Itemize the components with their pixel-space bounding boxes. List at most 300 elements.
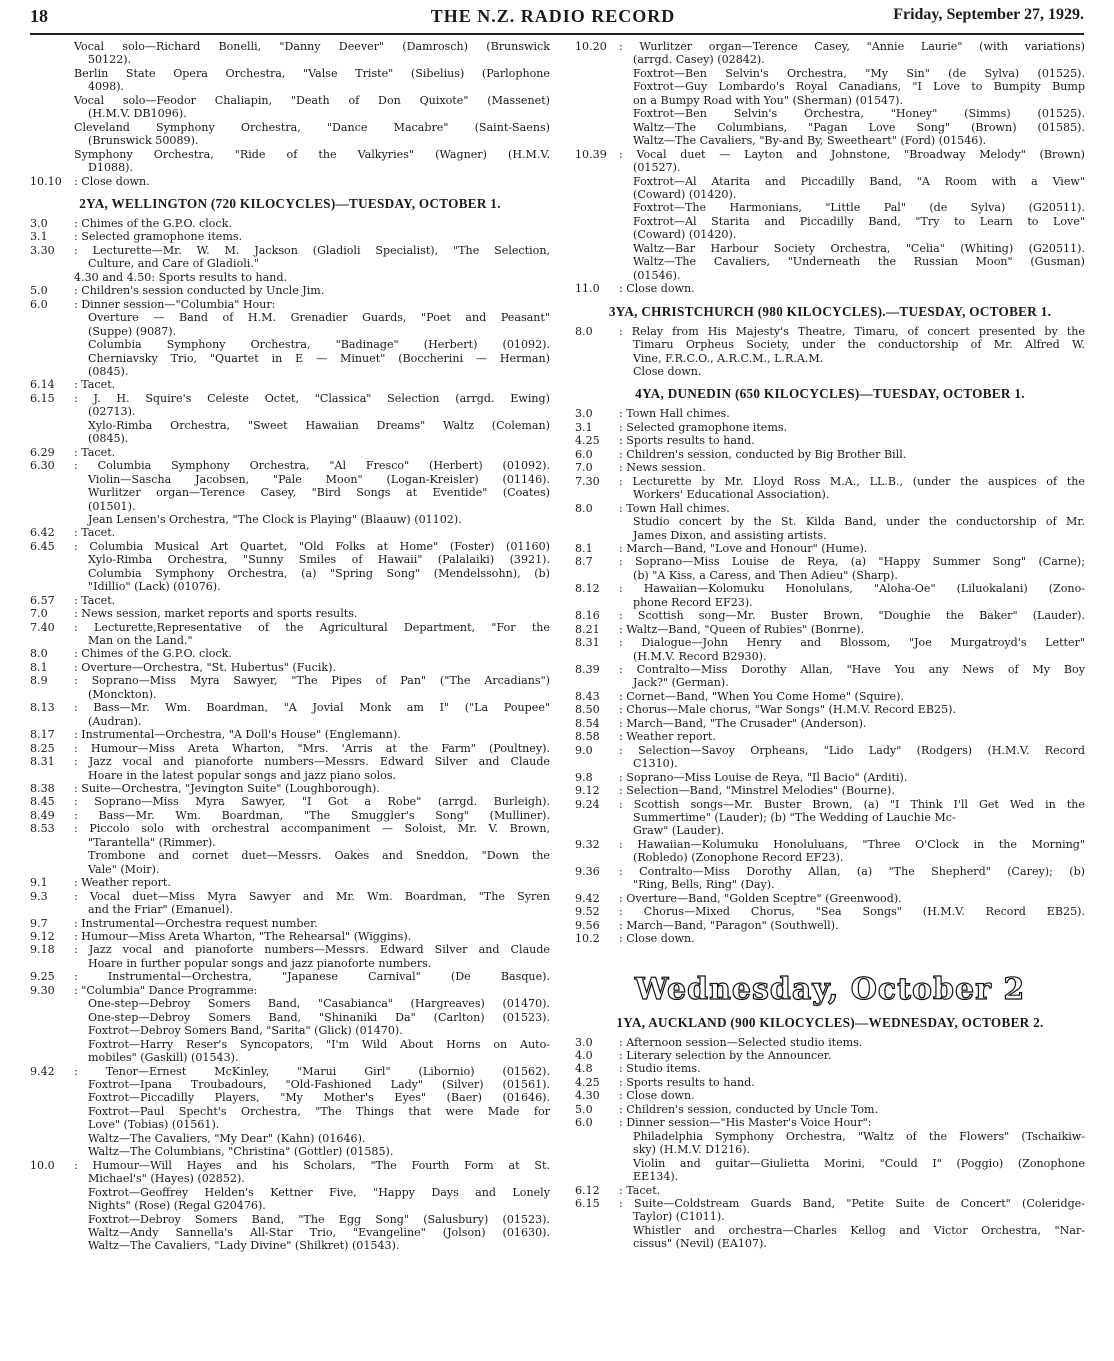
entry-time: 6.42 xyxy=(30,526,55,540)
entry-line: Waltz—The Columbians, "Christina" (Gottler) (01585). xyxy=(88,1145,394,1159)
entry-time: 6.30 xyxy=(30,459,55,473)
entry-line: : Studio items. xyxy=(619,1062,701,1076)
program-entry xyxy=(575,892,1085,905)
entry-time: 8.17 xyxy=(30,728,55,742)
entry-time: 9.12 xyxy=(30,930,55,943)
program-entry xyxy=(30,701,550,728)
entry-line: Foxtrot—Geoffrey Helden's Kettner Five, "Happy Days and Lonely xyxy=(88,1185,550,1199)
program-entry xyxy=(575,40,1085,148)
entry-line: : Scottish song—Mr. Buster Brown, "Doughie the Baker" (Lauder). xyxy=(619,609,1085,623)
program-entry xyxy=(30,230,550,243)
program-entry xyxy=(30,284,550,297)
entry-line: Cherniavsky Trio, "Quartet in E — Minuet" (Boccherini — Herman) xyxy=(88,351,550,365)
entry-line: : Tacet. xyxy=(619,1183,661,1197)
day-banner: Wednesday, October 2 xyxy=(634,971,1026,1007)
entry-line: : Weather report. xyxy=(619,730,716,744)
entry-time: 9.0 xyxy=(575,743,593,757)
entry-time: 8.9 xyxy=(30,674,48,688)
entry-line: Man on the Land." xyxy=(88,634,193,648)
entry-line: : Chorus—Mixed Chorus, "Sea Songs" (H.M.V. Record EB25). xyxy=(619,905,1085,919)
entry-line: (H.M.V. Record B2930). xyxy=(633,649,767,663)
entry-line: One-step—Debroy Somers Band, "Casabianca" (Hargreaves) (01470). xyxy=(88,997,550,1011)
entry-line: : March—Band, "The Crusader" (Anderson). xyxy=(619,716,867,730)
entry-time: 6.0 xyxy=(30,297,48,311)
program-entry xyxy=(575,905,1085,918)
program-entry xyxy=(575,407,1085,420)
entry-line: Columbia Symphony Orchestra, "Badinage" (Herbert) (01092). xyxy=(88,338,550,352)
program-entry xyxy=(575,1103,1085,1116)
entry-time: 8.50 xyxy=(575,703,600,717)
entry-time: 4.0 xyxy=(575,1049,593,1062)
entry-line: : Soprano—Miss Louise de Reya, "Il Bacio" (Arditi). xyxy=(619,770,908,784)
entry-time: 6.29 xyxy=(30,445,55,459)
program-entry xyxy=(575,865,1085,892)
entry-line: : Hawaiian—Kolomuku Honolulans, "Aloha-Oe" (Liluokalani) (Zono- xyxy=(619,582,1085,596)
entry-line: (01501). xyxy=(88,499,136,513)
entry-line: : Overture—Band, "Golden Sceptre" (Greenwood). xyxy=(619,891,902,905)
entry-line: on a Bumpy Road with You" (Sherman) (01547). xyxy=(633,93,904,107)
entry-time: 10.2 xyxy=(575,932,600,946)
entry-line: Waltz—The Cavaliers, "By-and By, Sweetheart" (Ford) (01546). xyxy=(633,134,987,148)
entry-time: 8.1 xyxy=(575,541,593,555)
program-entry xyxy=(575,784,1085,797)
entry-line: : Piccolo solo with orchestral accompaniment — Soloist, Mr. V. Brown, xyxy=(74,822,550,836)
station-heading: 4YA, DUNEDIN (650 KILOCYCLES)—TUESDAY, OCTOBER 1. xyxy=(635,386,1025,402)
entry-line: : Dialogue—John Henry and Blossom, "Joe Murgatroyd's Letter" xyxy=(619,636,1085,650)
entry-time: 8.0 xyxy=(575,501,593,515)
entry-line: phone Record EF23). xyxy=(633,595,753,609)
program-entry xyxy=(30,446,550,459)
program-entry xyxy=(575,1184,1085,1197)
program-entry xyxy=(30,459,550,526)
entry-line: Wurlitzer organ—Terence Casey, "Bird Songs at Eventide" (Coates) xyxy=(88,486,550,500)
entry-line: : Humour—Miss Areta Wharton, "Mrs. 'Arris at the Farm" (Poultney). xyxy=(74,741,550,755)
entry-line: : Close down. xyxy=(619,282,695,296)
entry-line: Philadelphia Symphony Orchestra, "Waltz of the Flowers" (Tschaikiw- xyxy=(633,1129,1085,1143)
entry-time: 8.54 xyxy=(575,716,600,730)
entry-line: : Tenor—Ernest McKinley, "Marui Girl" (Libornio) (01562). xyxy=(74,1064,550,1078)
program-entry xyxy=(575,623,1085,636)
program-entry xyxy=(30,392,550,446)
entry-line: Foxtrot—Al Atarita and Piccadilly Band, "A Room with a View" xyxy=(633,174,1085,188)
entry-line: : Sports results to hand. xyxy=(619,1075,755,1089)
entry-time: 8.13 xyxy=(30,701,55,715)
program-entry xyxy=(575,475,1085,502)
entry-time: 8.45 xyxy=(30,795,55,809)
entry-line: : Jazz vocal and pianoforte numbers—Messrs. Edward Silver and Claude xyxy=(74,755,550,769)
program-section xyxy=(575,386,1085,945)
entry-time: 7.0 xyxy=(575,461,593,475)
publication-title: THE N.Z. RADIO RECORD xyxy=(430,6,676,26)
program-entry xyxy=(30,244,550,271)
entry-line: : Tacet. xyxy=(74,445,116,459)
program-entry xyxy=(575,932,1085,945)
entry-line: : Children's session, conducted by Uncle Tom. xyxy=(619,1102,879,1116)
entry-line: Timaru Orpheus Society, under the conductorship of Mr. Alfred W. xyxy=(633,338,1085,352)
entry-line: : Scottish songs—Mr. Buster Brown, (a) "I Think I'll Get Wed in the xyxy=(619,797,1085,811)
entry-line: D1088). xyxy=(88,161,133,175)
entry-line: : Bass—Mr. Wm. Boardman, "The Smuggler's Song" (Mulliner). xyxy=(74,808,550,822)
entry-line: Violin—Sascha Jacobsen, "Pale Moon" (Logan-Kreisler) (01146). xyxy=(88,472,550,486)
entry-line: sky) (H.M.V. D1216). xyxy=(633,1143,751,1157)
program-entry xyxy=(575,838,1085,865)
program-entry xyxy=(30,795,550,808)
entry-line: One-step—Debroy Somers Band, "Shinaniki Da" (Carlton) (01523). xyxy=(88,1010,550,1024)
program-entry xyxy=(575,542,1085,555)
entry-line: Columbia Symphony Orchestra, (a) "Spring Song" (Mendelssohn), (b) xyxy=(88,566,550,580)
entry-line: (01527). xyxy=(633,161,681,175)
entry-line: : Soprano—Miss Myra Sawyer, "The Pipes of Pan" ("The Arcadians") xyxy=(74,674,550,688)
entry-line: : Vocal duet—Miss Myra Sawyer and Mr. Wm. Boardman, "The Syren xyxy=(74,889,550,903)
entry-line: Foxtrot—Piccadilly Players, "My Mother's Eyes" (Baer) (01646). xyxy=(88,1091,550,1105)
entry-line: Foxtrot—Ben Selvin's Orchestra, "Honey" (Simms) (01525). xyxy=(633,107,1085,121)
entry-line: Xylo-Rimba Orchestra, "Sunny Smiles of Hawaii" (Palalaiki) (3921). xyxy=(88,553,550,567)
page-number: 18 xyxy=(30,6,48,26)
entry-line: Vine, F.R.C.O., A.R.C.M., L.R.A.M. xyxy=(633,351,824,365)
program-section xyxy=(575,972,1085,1251)
entry-time: 8.39 xyxy=(575,663,600,677)
program-entry xyxy=(575,461,1085,474)
entry-time: 3.30 xyxy=(30,243,55,257)
program-entry xyxy=(30,890,550,917)
entry-time: 4.8 xyxy=(575,1062,593,1076)
entry-line: : Instrumental—Orchestra, "Japanese Carnival" (De Basque). xyxy=(74,970,550,984)
entry-line: : March—Band, "Love and Honour" (Hume). xyxy=(619,541,868,555)
entry-line: (01546). xyxy=(633,268,681,282)
program-section xyxy=(575,304,1085,379)
entry-line: : Bass—Mr. Wm. Boardman, "A Jovial Monk am I" ("La Poupee" xyxy=(74,701,550,715)
entry-line: Vocal solo—Richard Bonelli, "Danny Deever" (Damrosch) (Brunswick xyxy=(74,40,550,53)
entry-time: 9.42 xyxy=(575,891,600,905)
entry-line: Taylor) (C1011). xyxy=(633,1210,725,1224)
entry-line: Whistler and orchestra—Charles Kellog and Victor Orchestra, "Nar- xyxy=(633,1223,1085,1237)
entry-time: 5.0 xyxy=(30,284,48,298)
program-entry xyxy=(30,782,550,795)
program-entry xyxy=(575,609,1085,622)
entry-line: : Tacet. xyxy=(74,378,116,392)
entry-line: James Dixon, and assisting artists. xyxy=(633,528,827,542)
entry-line: Foxtrot—The Harmonians, "Little Pal" (de Sylva) (G20511). xyxy=(633,201,1085,215)
entry-line: : Children's session, conducted by Big Brother Bill. xyxy=(619,447,907,461)
entry-time: 6.15 xyxy=(30,391,55,405)
entry-line: (Monckton). xyxy=(88,687,157,701)
entry-line: (b) "A Kiss, a Caress, and Then Adieu" (Sharp). xyxy=(633,568,898,582)
station-heading: 2YA, WELLINGTON (720 KILOCYCLES)—TUESDAY, OCTOBER 1. xyxy=(79,195,501,211)
program-section xyxy=(575,40,1085,296)
program-entry xyxy=(575,282,1085,295)
entry-time: 8.21 xyxy=(575,622,600,636)
entry-line: Workers' Educational Association). xyxy=(633,488,830,502)
program-entry xyxy=(30,647,550,660)
entry-time: 8.53 xyxy=(30,822,55,836)
entry-time: 8.58 xyxy=(575,730,600,744)
entry-line: : Selection—Band, "Minstrel Melodies" (Bourne). xyxy=(619,784,895,798)
entry-line: : J. H. Squire's Celeste Octet, "Classica" Selection (arrgd. Ewing) xyxy=(74,391,550,405)
entry-time: 10.39 xyxy=(575,147,607,161)
program-entry xyxy=(30,728,550,741)
entry-line: Waltz—Andy Sannella's All-Star Trio, "Evangeline" (Jolson) (01630). xyxy=(88,1225,550,1239)
entry-line: Foxtrot—Debroy Somers Band, "Sarita" (Glick) (01470). xyxy=(88,1024,403,1038)
entry-line: : Instrumental—Orchestra, "A Doll's House" (Englemann). xyxy=(74,728,401,742)
program-entry xyxy=(575,555,1085,582)
program-entry xyxy=(30,148,550,175)
entry-time: 6.57 xyxy=(30,593,55,607)
entry-line: : Contralto—Miss Dorothy Allan, "Have You any News of My Boy xyxy=(619,663,1085,677)
entry-line: : Suite—Orchestra, "Jevington Suite" (Loughborough). xyxy=(74,782,380,796)
entry-time: 9.3 xyxy=(30,889,48,903)
entry-line: (0845). xyxy=(88,432,129,446)
right-column xyxy=(575,40,1085,1251)
program-entry xyxy=(30,607,550,620)
entry-line: (H.M.V. DB1096). xyxy=(88,107,187,121)
entry-line: : Dinner session—"His Master's Voice Hour": xyxy=(619,1116,872,1130)
entry-time: 8.0 xyxy=(575,324,593,338)
entry-line: : Tacet. xyxy=(74,526,116,540)
entry-line: "Tarantella" (Rimmer). xyxy=(88,835,216,849)
entry-line: Graw" (Lauder). xyxy=(633,824,725,838)
entry-time: 9.7 xyxy=(30,916,48,930)
program-entry xyxy=(575,1036,1085,1049)
entry-line: : Contralto—Miss Dorothy Allan, (a) "The Shepherd" (Carey); (b) xyxy=(619,864,1085,878)
entry-time: 3.1 xyxy=(575,420,593,434)
entry-time: 6.0 xyxy=(575,1116,593,1130)
program-entry xyxy=(575,717,1085,730)
entry-time: 10.20 xyxy=(575,40,607,53)
masthead xyxy=(22,6,1084,32)
entry-line: 4098). xyxy=(88,80,125,94)
entry-line: : Weather report. xyxy=(74,876,171,890)
program-entry xyxy=(30,217,550,230)
entry-time: 9.52 xyxy=(575,905,600,919)
program-entry xyxy=(30,1159,550,1253)
entry-time: 6.14 xyxy=(30,378,55,392)
entry-line: Michael's" (Hayes) (02852). xyxy=(88,1172,245,1186)
entry-line: : Relay from His Majesty's Theatre, Timaru, of concert presented by the xyxy=(619,324,1085,338)
program-entry xyxy=(30,175,550,188)
entry-line: Close down. xyxy=(633,364,702,378)
entry-time: 7.0 xyxy=(30,607,48,621)
entry-line: Xylo-Rimba Orchestra, "Sweet Hawaiian Dreams" Waltz (Coleman) xyxy=(88,418,550,432)
entry-time: 9.30 xyxy=(30,983,55,997)
program-entry xyxy=(30,271,550,284)
entry-time: 9.25 xyxy=(30,970,55,984)
entry-line: Waltz—Bar Harbour Society Orchestra, "Celia" (Whiting) (G20511). xyxy=(633,241,1085,255)
entry-line: Summertime" (Lauder); (b) "The Wedding of Lauchie Mc- xyxy=(633,811,956,825)
program-entry xyxy=(30,809,550,822)
entry-line: : Columbia Musical Art Quartet, "Old Folks at Home" (Foster) (01160) xyxy=(74,539,550,553)
program-entry xyxy=(30,755,550,782)
entry-line: Overture — Band of H.M. Grenadier Guards, "Poet and Peasant" xyxy=(88,311,550,325)
entry-line: Foxtrot—Ben Selvin's Orchestra, "My Sin" (de Sylva) (01525). xyxy=(633,66,1085,80)
entry-line: : Overture—Orchestra, "St. Hubertus" (Fucik). xyxy=(74,660,336,674)
entry-line: : March—Band, "Paragon" (Southwell). xyxy=(619,918,839,932)
entry-time: 8.43 xyxy=(575,689,600,703)
entry-line: : Literary selection by the Announcer. xyxy=(619,1049,832,1062)
entry-time: 8.31 xyxy=(30,755,55,769)
entry-line: : "Columbia" Dance Programme: xyxy=(74,983,258,997)
entry-line: : Lecturette by Mr. Lloyd Ross M.A., LL.B., (under the auspices of the xyxy=(619,474,1085,488)
program-entry xyxy=(575,636,1085,663)
program-entry xyxy=(575,148,1085,283)
entry-line: Foxtrot—Harry Reser's Syncopators, "I'm Wild About Horns on Auto- xyxy=(88,1037,550,1051)
entry-line: : Waltz—Band, "Queen of Rubies" (Bonrne). xyxy=(619,622,864,636)
entry-line: (Robledo) (Zonophone Record EF23). xyxy=(633,851,844,865)
program-section xyxy=(30,196,550,1253)
entry-line: 50122). xyxy=(88,53,132,67)
entry-time: 8.25 xyxy=(30,741,55,755)
program-entry xyxy=(575,448,1085,461)
entry-time: 8.1 xyxy=(30,660,48,674)
entry-line: : Close down. xyxy=(619,1089,695,1103)
entry-line: : News session, market reports and sports results. xyxy=(74,607,358,621)
entry-line: : Soprano—Miss Myra Sawyer, "I Got a Robe" (arrgd. Burleigh). xyxy=(74,795,550,809)
entry-line: Hoare in further popular songs and jazz pianoforte numbers. xyxy=(88,956,432,970)
entry-time: 9.36 xyxy=(575,864,600,878)
entry-time: 8.16 xyxy=(575,609,600,623)
program-entry xyxy=(30,1065,550,1159)
program-entry xyxy=(30,742,550,755)
entry-line: Berlin State Opera Orchestra, "Valse Triste" (Sibelius) (Parlophone xyxy=(74,66,550,80)
issue-date: Friday, September 27, 1929. xyxy=(893,6,1084,23)
entry-time: 8.49 xyxy=(30,808,55,822)
entry-line: Cleveland Symphony Orchestra, "Dance Macabre" (Saint-Saens) xyxy=(74,120,550,134)
entry-line: Waltz—The Cavaliers, "Underneath the Russian Moon" (Gusman) xyxy=(633,255,1085,269)
entry-line: : Instrumental—Orchestra request number. xyxy=(74,916,318,930)
entry-line: : Humour—Miss Areta Wharton, "The Rehearsal" (Wiggins). xyxy=(74,930,412,943)
program-entry xyxy=(575,502,1085,542)
entry-time: 3.0 xyxy=(30,216,48,230)
entry-line: : Cornet—Band, "When You Come Home" (Squire). xyxy=(619,689,904,703)
program-entry xyxy=(575,582,1085,609)
program-entry xyxy=(575,434,1085,447)
program-entry xyxy=(30,970,550,983)
entry-line: C1310). xyxy=(633,757,678,771)
entry-line: : Hawaiian—Kolumuku Honoluluans, "Three O'Clock in the Morning" xyxy=(619,837,1085,851)
entry-line: : Selected gramophone items. xyxy=(74,230,243,244)
program-entry xyxy=(30,594,550,607)
entry-line: : Close down. xyxy=(74,174,150,188)
entry-time: 4.30 xyxy=(575,1089,600,1103)
entry-line: : Town Hall chimes. xyxy=(619,407,730,421)
entry-time: 8.7 xyxy=(575,555,593,569)
entry-line: : Suite—Coldstream Guards Band, "Petite Suite de Concert" (Coleridge- xyxy=(619,1196,1085,1210)
program-entry xyxy=(575,1089,1085,1102)
program-entry xyxy=(30,378,550,391)
entry-time: 6.45 xyxy=(30,539,55,553)
entry-line: "Idillio" (Lack) (01076). xyxy=(88,580,221,594)
entry-time: 3.0 xyxy=(575,1035,593,1049)
program-entry xyxy=(575,325,1085,379)
program-entry xyxy=(575,1197,1085,1251)
entry-line: (Coward) (01420). xyxy=(633,228,737,242)
entry-time: 10.0 xyxy=(30,1158,55,1172)
entry-line: Love" (Tobias) (01561). xyxy=(88,1118,220,1132)
entry-line: : Lecturette—Mr. W. M. Jackson (Gladioli Specialist), "The Selection, xyxy=(74,243,550,257)
entry-time: 8.0 xyxy=(30,647,48,661)
entry-time: 9.24 xyxy=(575,797,600,811)
entry-line: : Selected gramophone items. xyxy=(619,420,788,434)
program-entry xyxy=(575,1076,1085,1089)
entry-time: 3.1 xyxy=(30,230,48,244)
program-entry xyxy=(575,771,1085,784)
program-entry xyxy=(575,744,1085,771)
entry-line: Hoare in the latest popular songs and jazz piano solos. xyxy=(88,768,397,782)
entry-line: : Dinner session—"Columbia" Hour: xyxy=(74,297,276,311)
entry-line: : Vocal duet — Layton and Johnstone, "Broadway Melody" (Brown) xyxy=(619,147,1085,161)
program-entry xyxy=(30,121,550,148)
entry-line: cissus" (Nevil) (EA107). xyxy=(633,1237,767,1251)
entry-line: (Suppe) (9087). xyxy=(88,324,177,338)
entry-time: 9.32 xyxy=(575,837,600,851)
program-entry xyxy=(30,526,550,539)
entry-line: : Tacet. xyxy=(74,593,116,607)
entry-line: EE134). xyxy=(633,1170,679,1184)
program-entry xyxy=(30,943,550,970)
entry-line: : Town Hall chimes. xyxy=(619,501,730,515)
entry-line: Jean Lensen's Orchestra, "The Clock is Playing" (Blaauw) (01102). xyxy=(88,512,462,526)
entry-line: Foxtrot—Debroy Somers Band, "The Egg Song" (Salusbury) (01523). xyxy=(88,1212,550,1226)
program-entry xyxy=(30,917,550,930)
entry-line: Foxtrot—Ipana Troubadours, "Old-Fashioned Lady" (Silver) (01561). xyxy=(88,1077,550,1091)
entry-line: Vale" (Moir). xyxy=(88,862,160,876)
entry-line: Nights" (Rose) (Regal G20476). xyxy=(88,1199,266,1213)
program-entry xyxy=(30,621,550,648)
entry-time: 9.56 xyxy=(575,918,600,932)
entry-line: : News session. xyxy=(619,461,706,475)
entry-line: : Selection—Savoy Orpheans, "Lido Lady" (Rodgers) (H.M.V. Record xyxy=(619,743,1085,757)
program-entry xyxy=(30,540,550,594)
program-entry xyxy=(575,1062,1085,1075)
entry-line: (arrgd. Casey) (02842). xyxy=(633,53,765,67)
program-entry xyxy=(575,1049,1085,1062)
entry-line: and the Friar" (Emanuel). xyxy=(88,903,233,917)
program-entry xyxy=(30,40,550,67)
entry-line: (02713). xyxy=(88,405,136,419)
entry-time: 9.42 xyxy=(30,1064,55,1078)
masthead-rule xyxy=(30,33,1084,35)
program-entry xyxy=(575,1116,1085,1183)
entry-time: 8.31 xyxy=(575,636,600,650)
entry-line: Foxtrot—Al Starita and Piccadilly Band, "Try to Learn to Love" xyxy=(633,214,1085,228)
program-entry xyxy=(575,421,1085,434)
program-entry xyxy=(575,730,1085,743)
entry-time: 9.12 xyxy=(575,784,600,798)
entry-line: : Wurlitzer organ—Terence Casey, "Annie Laurie" (with variations) xyxy=(619,40,1085,53)
entry-time: 5.0 xyxy=(575,1102,593,1116)
entry-line: : Chorus—Male chorus, "War Songs" (H.M.V. Record EB25). xyxy=(619,703,956,717)
entry-time: 9.8 xyxy=(575,770,593,784)
program-entry xyxy=(575,798,1085,838)
entry-line: (Coward) (01420). xyxy=(633,187,737,201)
program-entry xyxy=(30,984,550,1065)
program-entry xyxy=(30,674,550,701)
entry-time: 4.25 xyxy=(575,1075,600,1089)
entry-line: : Soprano—Miss Louise de Reya, (a) "Happy Summer Song" (Carne); xyxy=(619,555,1085,569)
program-entry xyxy=(30,822,550,876)
entry-line: : Humour—Will Hayes and his Scholars, "The Fourth Form at St. xyxy=(74,1158,550,1172)
entry-time: 8.38 xyxy=(30,782,55,796)
entry-line: Studio concert by the St. Kilda Band, under the conductorship of Mr. xyxy=(633,515,1085,529)
entry-line: Symphony Orchestra, "Ride of the Valkyries" (Wagner) (H.M.V. xyxy=(74,147,550,161)
entry-time: 3.0 xyxy=(575,407,593,421)
program-entry xyxy=(575,690,1085,703)
entry-line: : Children's session conducted by Uncle Jim. xyxy=(74,284,325,298)
station-heading: 3YA, CHRISTCHURCH (980 KILOCYCLES).—TUESDAY, OCTOBER 1. xyxy=(608,303,1052,319)
entry-line: : Afternoon session—Selected studio items. xyxy=(619,1035,863,1049)
program-entry xyxy=(30,94,550,121)
entry-line: Violin and guitar—Giulietta Morini, "Could I" (Poggio) (Zonophone xyxy=(633,1156,1085,1170)
entry-time: 7.40 xyxy=(30,620,55,634)
